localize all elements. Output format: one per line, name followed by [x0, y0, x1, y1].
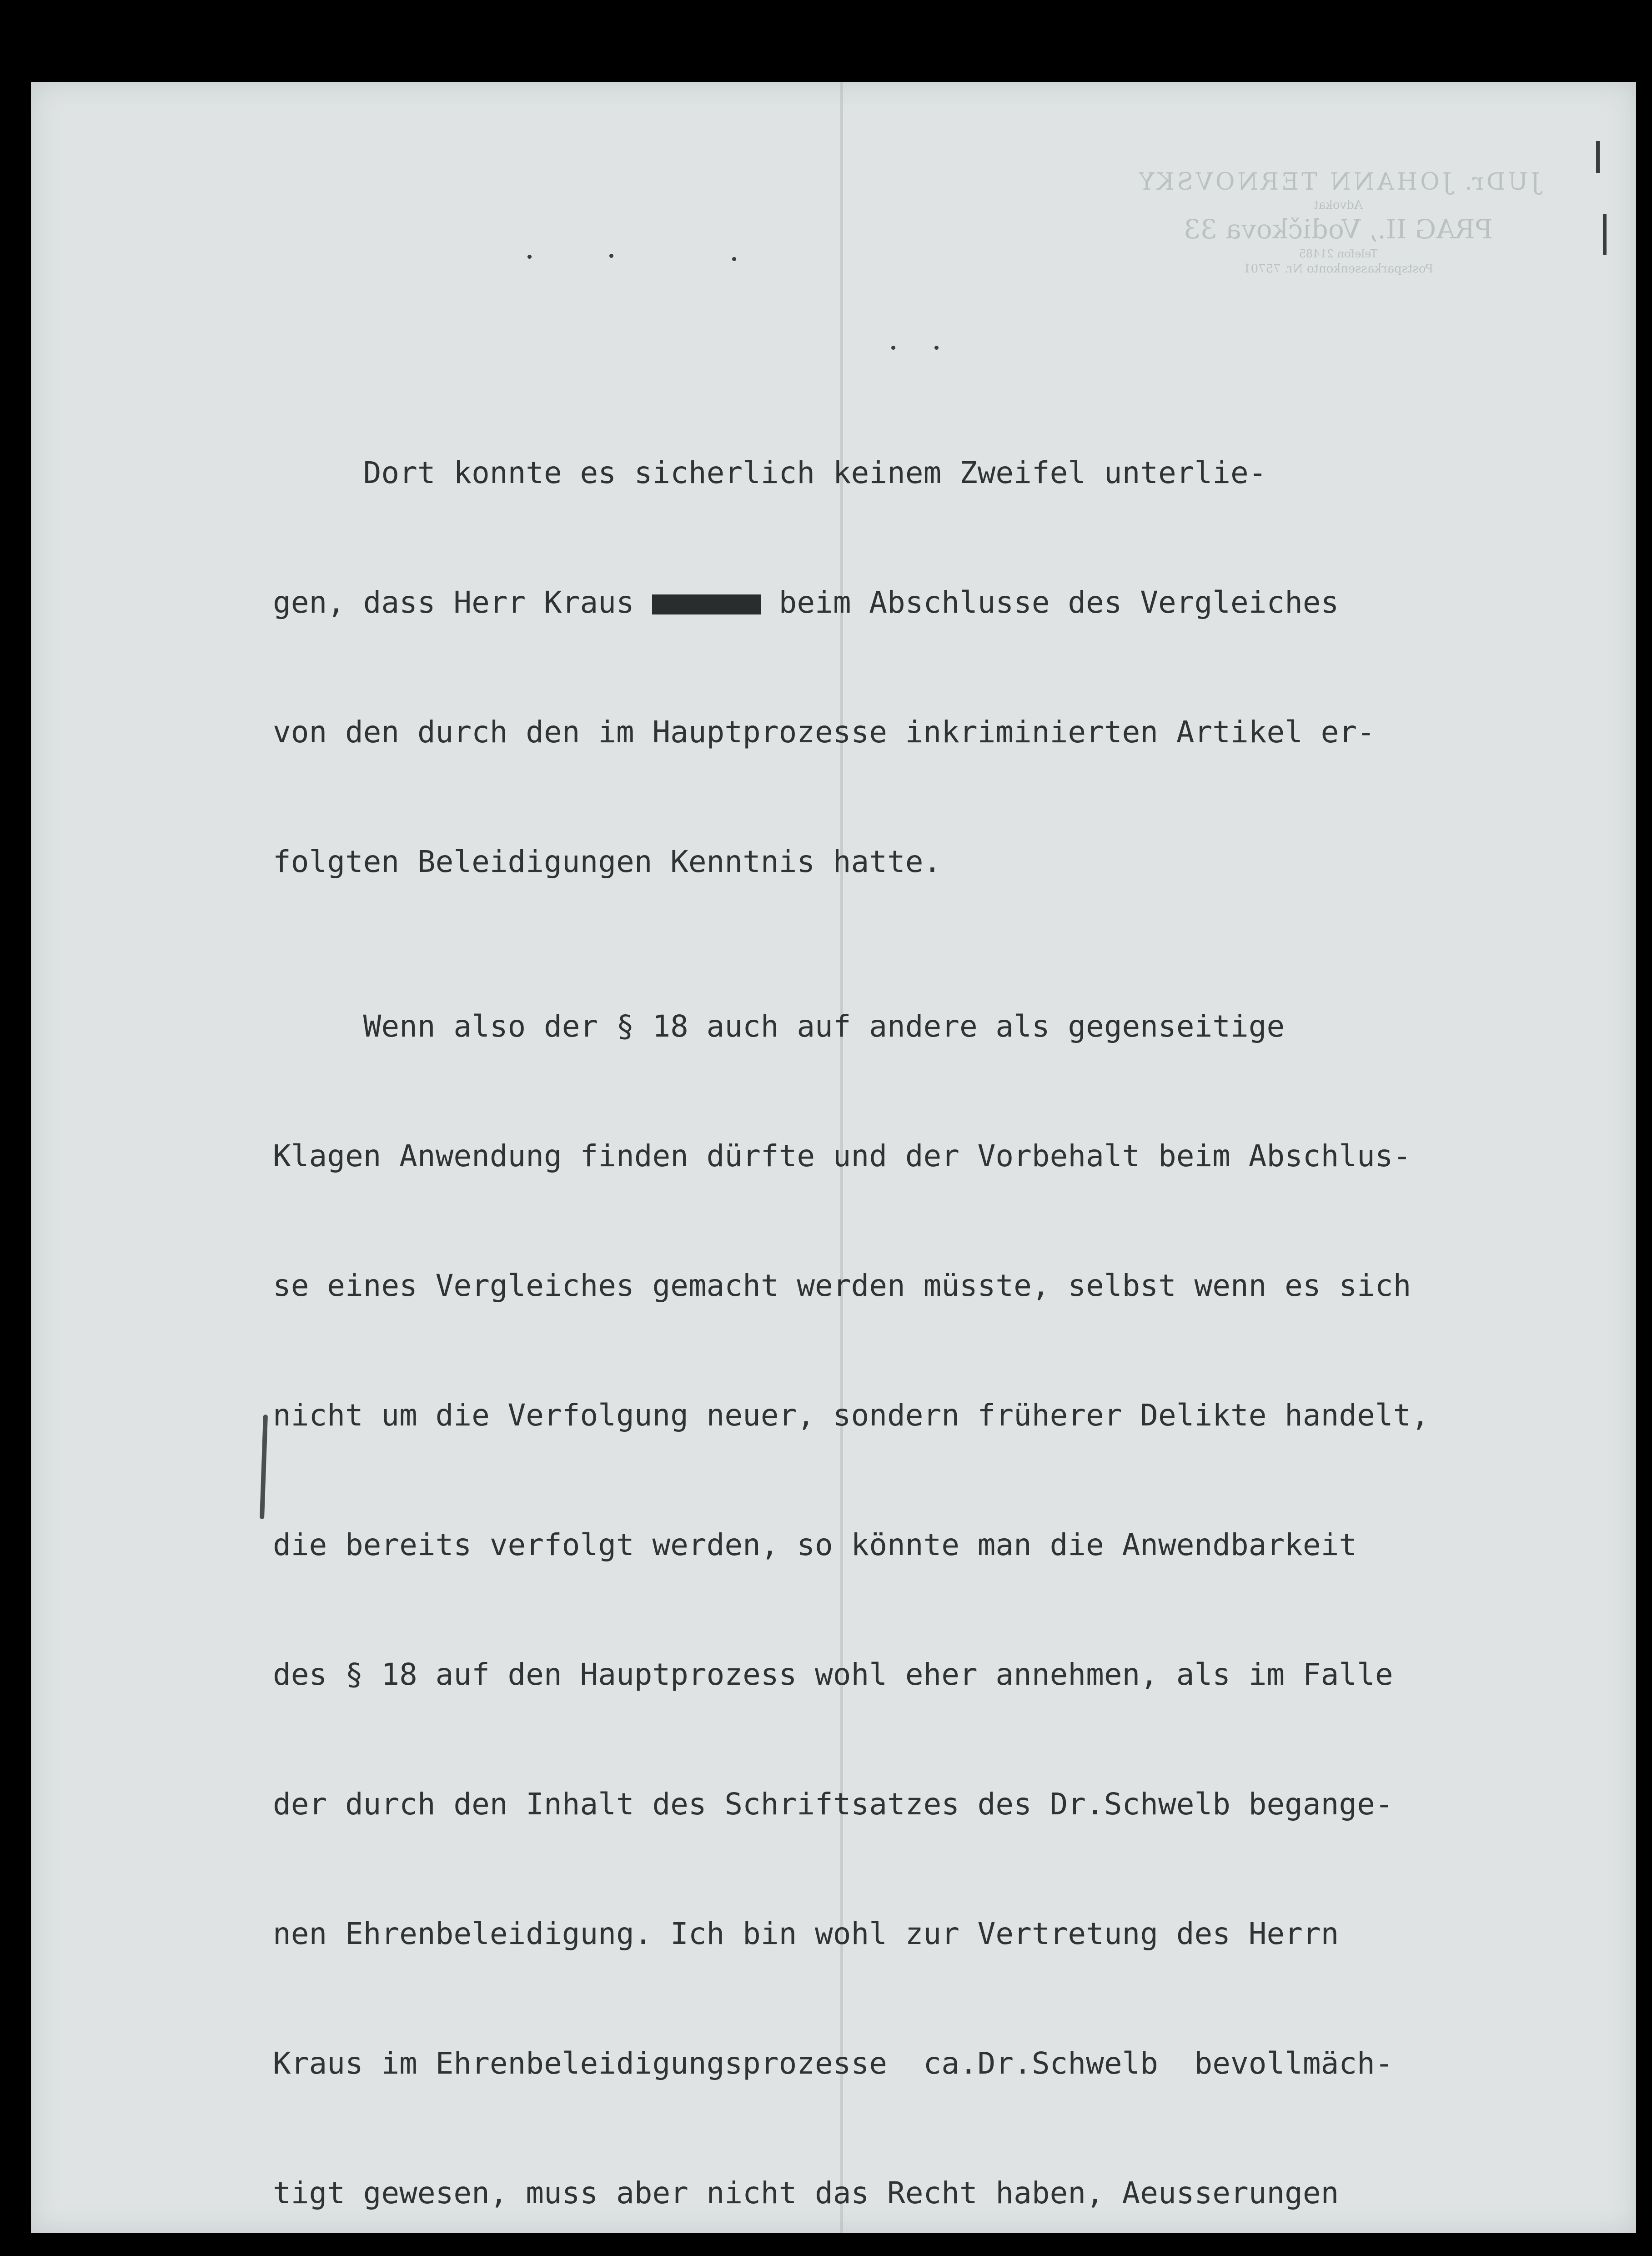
struck-out-word: mmmmmm — [652, 586, 761, 622]
text-line: nen Ehrenbeleidigung. Ich bin wohl zur Vertretung des Herrn — [273, 1916, 1339, 1951]
text-line: tigt gewesen, muss aber nicht das Recht haben, Aeusserungen — [273, 2175, 1339, 2211]
text-line — [273, 573, 1601, 632]
text-line-content: Dort konnte es sicherlich keinem Zweifel unterlie- — [363, 455, 1267, 490]
text-line: Klagen Anwendung finden dürfte und der Vorbehalt beim Abschlus- — [273, 1138, 1411, 1173]
paper-speck — [527, 255, 532, 259]
letterhead-phone: Telefon 21485 — [1299, 247, 1378, 260]
text-line-content: gen, dass Herr Kraus — [273, 585, 653, 620]
paper-speck — [934, 346, 939, 350]
paper-speck — [732, 257, 736, 261]
paper-speck — [609, 254, 613, 258]
letterhead-account: Postsparkassenkonto Nr. 75701 — [1243, 262, 1433, 276]
text-line: der durch den Inhalt des Schriftsatzes des Dr.Schwelb begange- — [273, 1787, 1393, 1822]
text-line: se eines Vergleiches gemacht werden müsste, selbst wenn es sich — [273, 1268, 1411, 1303]
text-line: von den durch den im Hauptprozesse inkriminierten Artikel er- — [273, 715, 1375, 750]
letterhead-address: PRAG II., Vodičkova 33 — [1184, 214, 1493, 245]
text-line: folgten Beleidigungen Kenntnis hatte. — [273, 844, 942, 879]
text-line — [273, 443, 1601, 503]
paper-speck — [891, 346, 895, 350]
letterhead-title: Advokat — [1314, 198, 1363, 212]
edge-mark — [1603, 214, 1607, 255]
letterhead-name: JUDr. JOHANN TERNOVSKY — [1136, 168, 1541, 196]
edge-mark — [1596, 141, 1600, 173]
text-line: die bereits verfolgt werden, so könnte man die Anwendbarkeit — [273, 1527, 1357, 1562]
letter-body — [273, 373, 1601, 2256]
text-line: des § 18 auf den Hauptprozess wohl eher annehmen, als im Falle — [273, 1657, 1393, 1692]
show-through-letterhead — [1077, 168, 1600, 276]
text-line: nicht um die Verfolgung neuer, sondern früherer Delikte handelt, — [273, 1398, 1430, 1433]
text-line: Wenn also der § 18 auch auf andere als gegenseitige — [273, 1009, 1285, 1044]
text-line-content: beim Abschlusse des Vergleiches — [760, 585, 1339, 620]
text-line: Kraus im Ehrenbeleidigungsprozesse ca.Dr.Schwelb bevollmäch- — [273, 2046, 1393, 2081]
